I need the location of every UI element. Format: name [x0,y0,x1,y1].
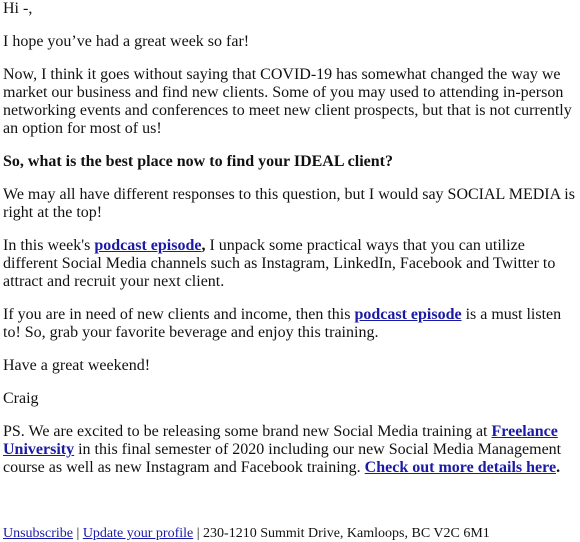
unsubscribe-link[interactable]: Unsubscribe [3,526,73,541]
podcast-paragraph [3,237,577,291]
social-media-paragraph: We may all have different responses to this question, but I would say SOCIAL MEDIA is right at the top! [3,186,575,221]
footer-separator: | [193,526,204,541]
weekend-line: Have a great weekend! [3,357,151,374]
podcast-paragraph-text-after: I unpack some practical ways that you can utilize different Social Media channels such as Instagram, LinkedIn, Facebook and Twitter to attract and recruit your next client. [3,237,556,290]
listen-paragraph-text-after: is a must listen to! So, grab your favorite beverage and enjoy this training. [3,306,562,341]
signature: Craig [3,390,39,407]
greeting: Hi -, [3,0,33,17]
podcast-paragraph-text-before: In this week's [3,237,95,254]
update-profile-link[interactable]: Update your profile [82,526,194,541]
podcast-episode-link-2[interactable]: podcast episode [354,306,462,323]
podcast-paragraph-comma: , [201,237,206,254]
listen-paragraph-text-before: If you are in need of new clients and income, then this [3,306,355,323]
email-footer [3,526,490,542]
ps-text-middle: in this final semester of 2020 including our new Social Media Management course as well as new Instagram and Facebook training. [3,441,562,476]
intro-paragraph: I hope you’ve had a great week so far! [3,33,250,50]
covid-paragraph: Now, I think it goes without saying that COVID-19 has somewhat changed the way we market our business and find new clients. Some of you may used to attending in-person networking events and conferences to meet new client prospects, but that is not currently an option for most of us! [3,66,572,137]
check-out-details-link[interactable]: Check out more details here [364,459,557,476]
podcast-episode-link[interactable]: podcast episode [94,237,202,254]
ps-text-end: . [556,459,561,476]
freelance-university-link[interactable]: Freelance University [3,423,558,458]
listen-paragraph [3,306,577,342]
question-heading: So, what is the best place now to find your IDEAL client? [3,153,393,170]
footer-separator: | [73,526,83,541]
footer-address: 230-1210 Summit Drive, Kamloops, BC V2C 6M1 [203,526,490,541]
ps-text-before: PS. We are excited to be releasing some brand new Social Media training at [3,423,492,440]
ps-paragraph [3,423,577,477]
